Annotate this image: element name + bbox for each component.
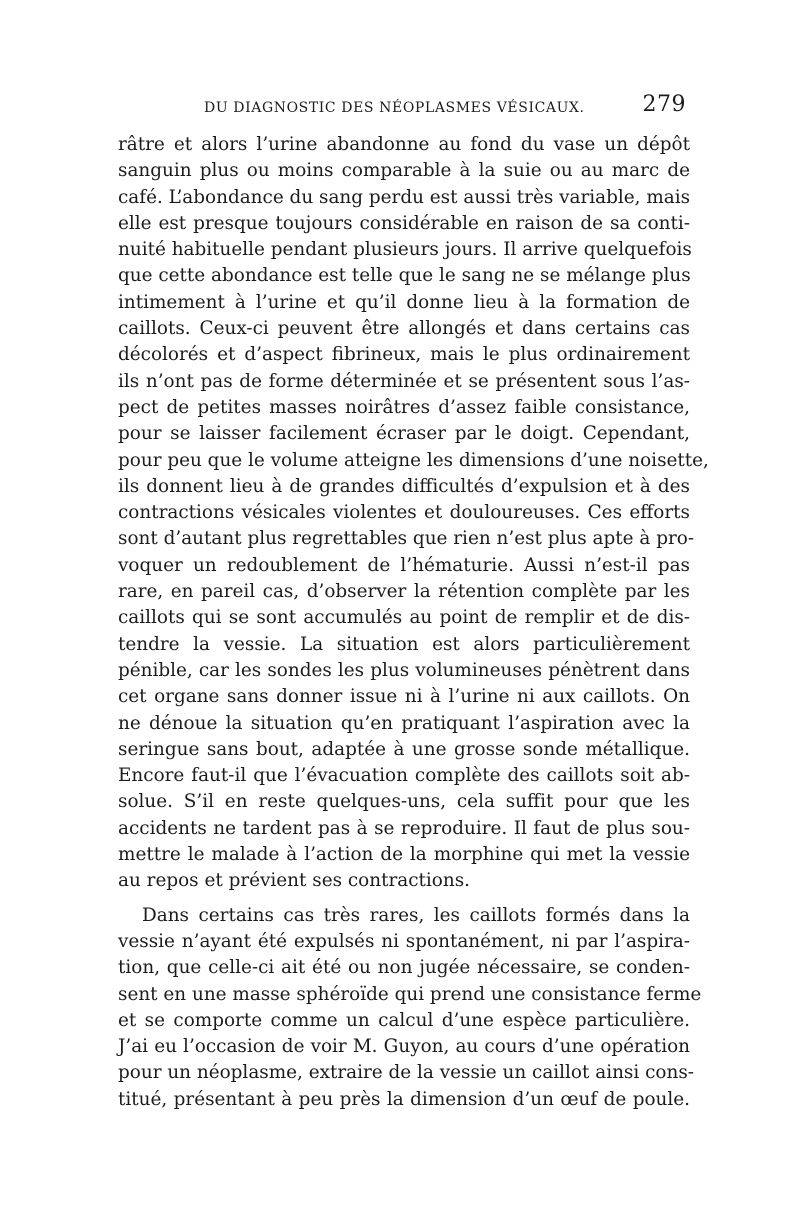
- text-line: Encore faut-il que l’évacuation complète des caillots soit ab-: [118, 765, 690, 787]
- text-line: titué, présentant à peu près la dimension d’un œuf de poule.: [118, 1088, 690, 1110]
- text-line: caillots. Ceux-ci peuvent être allongés et dans certains cas: [118, 318, 690, 340]
- text-line: Dans certains cas très rares, les caillots formés dans la: [142, 904, 690, 926]
- text-line: pour un néoplasme, extraire de la vessie un caillot ainsi cons-: [118, 1062, 694, 1084]
- text-line: ils donnent lieu à de grandes difficultés d’expulsion et à des: [118, 475, 690, 497]
- text-line: pénible, car les sondes les plus volumineuses pénètrent dans: [118, 659, 690, 681]
- text-line: mettre le malade à l’action de la morphine qui met la vessie: [118, 844, 690, 866]
- text-line: voquer un redoublement de l’hématurie. Aussi n’est-il pas: [118, 554, 690, 576]
- running-title: DU DIAGNOSTIC DES NÉOPLASMES VÉSICAUX.: [204, 100, 585, 116]
- text-line: intimement à l’urine et qu’il donne lieu à la formation de: [118, 291, 690, 313]
- text-line: pour peu que le volume atteigne les dimensions d’une noisette,: [118, 449, 709, 471]
- text-line: sanguin plus ou moins comparable à la suie ou au marc de: [118, 160, 690, 182]
- text-line: café. L’abondance du sang perdu est aussi très variable, mais: [118, 186, 691, 208]
- text-line: contractions vésicales violentes et douloureuses. Ces efforts: [118, 502, 690, 524]
- text-line: cet organe sans donner issue ni à l’urine ni aux caillots. On: [118, 686, 690, 708]
- text-line: accidents ne tardent pas à se reproduire. Il faut de plus sou-: [118, 817, 690, 839]
- text-line: ils n’ont pas de forme déterminée et se présentent sous l’as-: [118, 370, 690, 392]
- text-line: au repos et prévient ses contractions.: [118, 870, 470, 892]
- text-line: ne dénoue la situation qu’en pratiquant l’aspiration avec la: [118, 712, 690, 734]
- text-line: que cette abondance est telle que le sang ne se mélange plus: [118, 265, 691, 287]
- paragraph-2: [118, 903, 702, 1113]
- text-line: solue. S’il en reste quelques-uns, cela suffit pour que les: [118, 791, 690, 813]
- text-line: pect de petites masses noirâtres d’assez faible consistance,: [118, 396, 690, 418]
- paragraph-1: [118, 132, 709, 895]
- text-line: râtre et alors l’urine abandonne au fond du vase un dépôt: [118, 134, 690, 155]
- text-line: elle est presque toujours considérable en raison de sa conti-: [118, 212, 690, 234]
- text-line: nuité habituelle pendant plusieurs jours. Il arrive quelquefois: [118, 239, 692, 261]
- text-line: et se comporte comme un calcul d’une espèce particulière.: [118, 1009, 690, 1031]
- body-text: [118, 132, 709, 1113]
- text-line: vessie n’ayant été expulsés ni spontanément, ni par l’aspira-: [118, 930, 690, 952]
- text-line: J’ai eu l’occasion de voir M. Guyon, au cours d’une opération: [118, 1036, 690, 1058]
- text-line: tion, que celle-ci ait été ou non jugée nécessaire, se conden-: [118, 957, 690, 979]
- text-line: tendre la vessie. La situation est alors particulièrement: [118, 633, 690, 655]
- text-line: seringue sans bout, adaptée à une grosse sonde métallique.: [118, 738, 690, 760]
- text-line: pour se laisser facilement écraser par le doigt. Cependant,: [118, 423, 690, 445]
- paragraph-gap: [118, 895, 690, 903]
- text-line: sont d’autant plus regrettables que rien n’est plus apte à pro-: [118, 528, 695, 550]
- text-line: rare, en pareil cas, d’observer la rétention complète par les: [118, 581, 690, 603]
- text-line: caillots qui se sont accumulés au point de remplir et de dis-: [118, 607, 690, 629]
- page-number: 279: [642, 92, 686, 117]
- running-header: [118, 92, 686, 122]
- text-line: sent en une masse sphéroïde qui prend une consistance ferme: [118, 983, 702, 1005]
- text-line: décolorés et d’aspect fibrineux, mais le plus ordinairement: [118, 344, 690, 366]
